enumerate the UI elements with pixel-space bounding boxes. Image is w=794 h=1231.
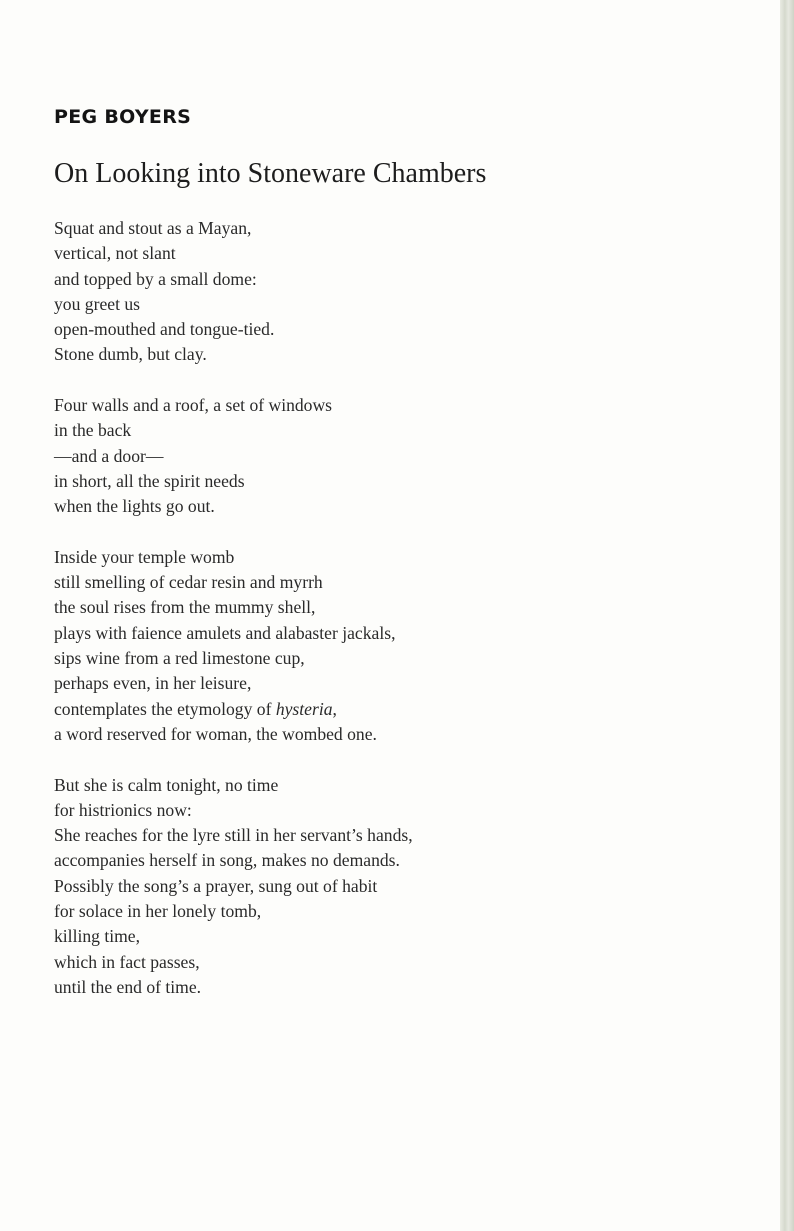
poem-line: for histrionics now: (54, 799, 192, 820)
poem-line: still smelling of cedar resin and myrrh (54, 572, 323, 593)
page-edge (780, 0, 794, 1231)
poem-line: She reaches for the lyre still in her servant’s hands, (54, 825, 413, 846)
stanza (54, 216, 754, 368)
poem-line: in the back (54, 420, 132, 441)
poem-line: perhaps even, in her leisure, (54, 673, 252, 694)
poem-line: until the end of time. (54, 976, 202, 997)
poem-body (54, 216, 754, 1026)
poem-line: Possibly the song’s a prayer, sung out of habit (54, 875, 378, 896)
poem-line: for solace in her lonely tomb, (54, 901, 262, 922)
poem-line: when the lights go out. (54, 496, 215, 517)
poem-line: —and a door— (54, 445, 164, 466)
poem-title: On Looking into Stoneware Chambers (54, 158, 487, 189)
poem-line: Squat and stout as a Mayan, (54, 218, 252, 238)
stanza (54, 393, 754, 519)
poem-line (54, 697, 754, 722)
poem-line-text: , (332, 698, 337, 719)
poem-line: a word reserved for woman, the wombed one. (54, 723, 377, 744)
poem-line: plays with faience amulets and alabaster jackals, (54, 622, 396, 643)
poem-line: sips wine from a red limestone cup, (54, 648, 305, 669)
poem-line: vertical, not slant (54, 243, 176, 264)
stanza (54, 773, 754, 1001)
stanza (54, 545, 754, 747)
poem-line: Inside your temple womb (54, 546, 235, 567)
poem-line-text: contemplates the etymology of (54, 698, 276, 719)
poem-line: the soul rises from the mummy shell, (54, 597, 316, 618)
poem-line: in short, all the spirit needs (54, 470, 245, 491)
poem-line: which in fact passes, (54, 951, 200, 972)
poem-line: Stone dumb, but clay. (54, 344, 207, 365)
poem-line: you greet us (54, 293, 140, 314)
poem-line: But she is calm tonight, no time (54, 774, 279, 795)
author-name: PEG BOYERS (54, 106, 192, 128)
poem-line: open-mouthed and tongue-tied. (54, 319, 275, 340)
poem-line: Four walls and a roof, a set of windows (54, 395, 333, 416)
poem-line: killing time, (54, 926, 141, 947)
poem-line: and topped by a small dome: (54, 268, 257, 289)
italic-word: hysteria (275, 698, 333, 719)
poem-line: accompanies herself in song, makes no demands. (54, 850, 400, 871)
